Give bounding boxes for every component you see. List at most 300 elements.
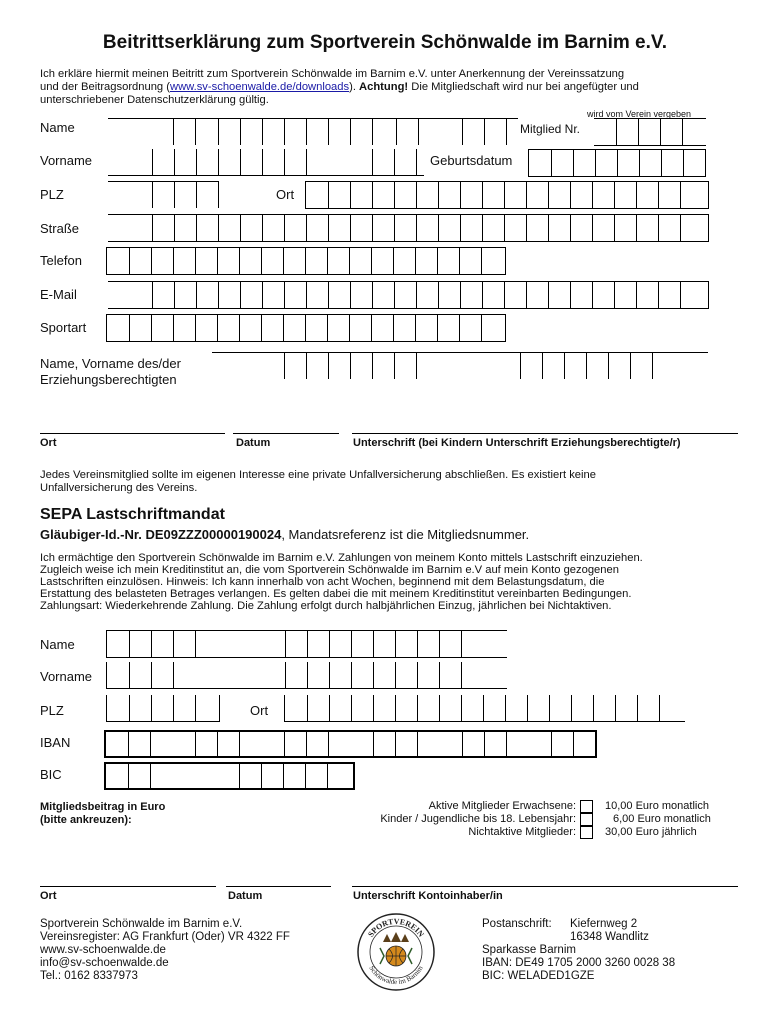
field-cell-divider bbox=[283, 248, 284, 274]
field-cell-divider bbox=[129, 695, 130, 721]
guardian-label-1: Name, Vorname des/der bbox=[40, 356, 181, 371]
field-cell-divider bbox=[630, 353, 631, 379]
field-cell-divider bbox=[196, 282, 197, 308]
field-cell-divider bbox=[240, 149, 241, 175]
bank-name: Sparkasse Barnim bbox=[482, 944, 576, 956]
field-cell-divider bbox=[608, 353, 609, 379]
page-title: Beitrittserklärung zum Sportverein Schönwalde im Barnim e.V. bbox=[102, 32, 668, 53]
field-cell-divider bbox=[520, 353, 521, 379]
fee-option-price: 10,00 Euro monatlich bbox=[605, 800, 709, 812]
sepa-heading: SEPA Lastschriftmandat bbox=[40, 506, 225, 523]
field-cell-divider bbox=[195, 119, 196, 145]
field-cell-divider bbox=[416, 182, 417, 208]
field-cell-divider bbox=[461, 662, 462, 688]
field-cell-divider bbox=[461, 695, 462, 721]
fee-active-checkbox[interactable] bbox=[580, 800, 593, 813]
field-cell-divider bbox=[174, 149, 175, 175]
field-cell-divider bbox=[417, 695, 418, 721]
field-cell-divider bbox=[638, 119, 639, 145]
sepa-name-field[interactable] bbox=[106, 630, 507, 658]
fees-heading-1: Mitgliedsbeitrag in Euro bbox=[40, 801, 166, 813]
field-cell-divider bbox=[592, 182, 593, 208]
field-cell-divider bbox=[195, 248, 196, 274]
field-cell-divider bbox=[636, 215, 637, 241]
field-cell-divider bbox=[152, 182, 153, 208]
field-cell-divider bbox=[152, 149, 153, 175]
field-cell-divider bbox=[564, 353, 565, 379]
field-cell-divider bbox=[416, 149, 417, 175]
field-cell-divider bbox=[327, 315, 328, 341]
field-cell-divider bbox=[174, 182, 175, 208]
field-cell-divider bbox=[285, 662, 286, 688]
sport-label: Sportart bbox=[40, 320, 87, 335]
field-cell-divider bbox=[460, 182, 461, 208]
field-cell-divider bbox=[483, 695, 484, 721]
field-cell-divider bbox=[261, 248, 262, 274]
field-cell-divider bbox=[504, 182, 505, 208]
postal-line-1: Kiefernweg 2 bbox=[570, 918, 638, 930]
intro-line-1: Ich erkläre hiermit meinen Beitritt zum Sportverein Schönwalde im Barnim e.V. unter Anerkennung der Vereinssatzung bbox=[40, 68, 625, 80]
field-cell-divider bbox=[586, 353, 587, 379]
field-cell-divider bbox=[128, 764, 129, 788]
sepa-text-3: Lastschriften einzulösen. Hinweis: Ich kann innerhalb von acht Wochen, beginnend mit dem Belastungsdatum, die bbox=[40, 576, 605, 588]
sepa-firstname-label: Vorname bbox=[40, 669, 93, 684]
field-cell-divider bbox=[283, 315, 284, 341]
field-cell-divider bbox=[284, 119, 285, 145]
field-cell-divider bbox=[416, 215, 417, 241]
field-cell-divider bbox=[542, 353, 543, 379]
field-cell-divider bbox=[372, 282, 373, 308]
svg-text:Schönwalde im Barnim bbox=[367, 964, 424, 986]
field-cell-divider bbox=[614, 282, 615, 308]
intro-text: Die Mitgliedschaft wird nur bei angefügter und bbox=[408, 81, 639, 93]
field-cell-divider bbox=[195, 732, 196, 756]
field-cell-divider bbox=[394, 149, 395, 175]
date-line[interactable] bbox=[233, 433, 339, 434]
field-cell-divider bbox=[151, 695, 152, 721]
fee-option-price: 30,00 Euro jährlich bbox=[605, 826, 697, 838]
field-cell-divider bbox=[460, 215, 461, 241]
sport-field[interactable] bbox=[106, 314, 506, 342]
field-cell-divider bbox=[418, 119, 419, 145]
field-cell-divider bbox=[284, 282, 285, 308]
field-cell-divider bbox=[593, 695, 594, 721]
field-cell-divider bbox=[373, 695, 374, 721]
field-cell-divider bbox=[307, 662, 308, 688]
city-label: Ort bbox=[276, 187, 295, 202]
field-cell-divider bbox=[394, 182, 395, 208]
intro-text: und der Beitragsordnung ( bbox=[40, 81, 170, 93]
bank-bic: BIC: WELADED1GZE bbox=[482, 970, 595, 982]
field-cell-divider bbox=[217, 732, 218, 756]
field-cell-divider bbox=[652, 353, 653, 379]
fee-option-label: Aktive Mitglieder Erwachsene: bbox=[428, 800, 576, 812]
sepa-zip-field[interactable] bbox=[106, 695, 220, 722]
postal-label: Postanschrift: bbox=[482, 918, 552, 930]
field-cell-divider bbox=[571, 695, 572, 721]
sepa-city-label: Ort bbox=[250, 703, 269, 718]
footer-email: info@sv-schoenwalde.de bbox=[40, 957, 169, 969]
phone-label: Telefon bbox=[40, 253, 82, 268]
footer-website: www.sv-schoenwalde.de bbox=[40, 944, 166, 956]
field-cell-divider bbox=[437, 315, 438, 341]
field-cell-divider bbox=[484, 119, 485, 145]
field-cell-divider bbox=[261, 764, 262, 788]
fee-youth-checkbox[interactable] bbox=[580, 813, 593, 826]
name-label: Name bbox=[40, 120, 75, 135]
field-cell-divider bbox=[173, 631, 174, 657]
field-cell-divider bbox=[218, 149, 219, 175]
field-cell-divider bbox=[417, 631, 418, 657]
field-cell-divider bbox=[417, 732, 418, 756]
field-cell-divider bbox=[660, 119, 661, 145]
field-cell-divider bbox=[151, 315, 152, 341]
sepa-text-1: Ich ermächtige den Sportverein Schönwalde im Barnim e.V. Zahlungen von meinem Konto mittels Lastschrift einzuziehen. bbox=[40, 552, 643, 564]
field-cell-divider bbox=[262, 282, 263, 308]
field-cell-divider bbox=[283, 764, 284, 788]
creditor-id bbox=[40, 527, 529, 542]
fee-option-label: Kinder / Jugendliche bis 18. Lebensjahr: bbox=[380, 813, 576, 825]
field-cell-divider bbox=[350, 353, 351, 379]
field-cell-divider bbox=[173, 315, 174, 341]
sepa-name-label: Name bbox=[40, 637, 75, 652]
field-cell-divider bbox=[328, 215, 329, 241]
field-cell-divider bbox=[351, 631, 352, 657]
field-cell-divider bbox=[262, 215, 263, 241]
field-cell-divider bbox=[526, 182, 527, 208]
field-cell-divider bbox=[415, 248, 416, 274]
field-cell-divider bbox=[239, 248, 240, 274]
field-cell-divider bbox=[129, 662, 130, 688]
field-cell-divider bbox=[174, 215, 175, 241]
footer-phone: Tel.: 0162 8337973 bbox=[40, 970, 138, 982]
field-cell-divider bbox=[394, 282, 395, 308]
seal-bottom-text: Schönwalde im Barnim bbox=[367, 964, 425, 987]
creditor-id-bold: Gläubiger-Id.-Nr. DE09ZZZ00000190024 bbox=[40, 527, 282, 542]
birthdate-field[interactable] bbox=[528, 149, 706, 177]
field-cell-divider bbox=[328, 353, 329, 379]
field-cell-divider bbox=[482, 215, 483, 241]
field-cell-divider bbox=[592, 215, 593, 241]
field-cell-divider bbox=[372, 119, 373, 145]
field-cell-divider bbox=[551, 150, 552, 176]
phone-field[interactable] bbox=[106, 247, 506, 275]
field-cell-divider bbox=[306, 353, 307, 379]
field-cell-divider bbox=[195, 695, 196, 721]
field-cell-divider bbox=[461, 631, 462, 657]
field-cell-divider bbox=[438, 182, 439, 208]
field-cell-divider bbox=[285, 631, 286, 657]
zip-label: PLZ bbox=[40, 187, 64, 202]
field-cell-divider bbox=[196, 182, 197, 208]
field-cell-divider bbox=[240, 282, 241, 308]
field-cell-divider bbox=[284, 215, 285, 241]
field-cell-divider bbox=[506, 732, 507, 756]
field-cell-divider bbox=[439, 695, 440, 721]
sepa-text-2: Zugleich weise ich mein Kreditinstitut an, die vom Sportverein Schönwalde im Barnim e.V auf mein Konto gezogenen bbox=[40, 564, 619, 576]
field-cell-divider bbox=[239, 732, 240, 756]
signature-line[interactable] bbox=[352, 433, 738, 434]
field-cell-divider bbox=[616, 119, 617, 145]
sepa-firstname-field[interactable] bbox=[106, 662, 507, 689]
field-cell-divider bbox=[329, 662, 330, 688]
field-cell-divider bbox=[349, 248, 350, 274]
field-cell-divider bbox=[482, 182, 483, 208]
field-cell-divider bbox=[549, 695, 550, 721]
field-cell-divider bbox=[306, 119, 307, 145]
field-cell-divider bbox=[416, 282, 417, 308]
sepa-date-line[interactable] bbox=[226, 886, 331, 887]
field-cell-divider bbox=[682, 119, 683, 145]
insurance-line-1: Jedes Vereinsmitglied sollte im eigenen Interesse eine private Unfallversicherung abschließen. Es existiert keine bbox=[40, 469, 596, 481]
field-cell-divider bbox=[173, 248, 174, 274]
field-cell-divider bbox=[636, 182, 637, 208]
field-cell-divider bbox=[129, 315, 130, 341]
field-cell-divider bbox=[173, 662, 174, 688]
field-cell-divider bbox=[658, 215, 659, 241]
field-cell-divider bbox=[526, 282, 527, 308]
sepa-text-4: Erstattung des belasteten Betrages verlangen. Es gelten dabei die mit meinem Kreditinstitut vereinbarten Bedingungen. bbox=[40, 588, 632, 600]
field-cell-divider bbox=[305, 248, 306, 274]
field-cell-divider bbox=[570, 282, 571, 308]
field-cell-divider bbox=[394, 353, 395, 379]
postal-line-2: 16348 Wandlitz bbox=[570, 931, 649, 943]
field-cell-divider bbox=[307, 695, 308, 721]
field-cell-divider bbox=[373, 732, 374, 756]
field-cell-divider bbox=[262, 119, 263, 145]
field-cell-divider bbox=[351, 662, 352, 688]
field-cell-divider bbox=[371, 315, 372, 341]
sepa-city-field[interactable] bbox=[284, 695, 685, 722]
guardian-label-2: Erziehungsberechtigten bbox=[40, 372, 177, 387]
field-cell-divider bbox=[617, 150, 618, 176]
field-cell-divider bbox=[196, 215, 197, 241]
field-cell-divider bbox=[284, 353, 285, 379]
field-cell-divider bbox=[659, 695, 660, 721]
field-cell-divider bbox=[395, 732, 396, 756]
field-cell-divider bbox=[152, 282, 153, 308]
sepa-iban-label: IBAN bbox=[40, 735, 71, 750]
field-cell-divider bbox=[350, 119, 351, 145]
field-cell-divider bbox=[262, 149, 263, 175]
sepa-signature-line[interactable] bbox=[352, 886, 738, 887]
field-cell-divider bbox=[614, 182, 615, 208]
field-cell-divider bbox=[306, 149, 307, 175]
field-cell-divider bbox=[394, 215, 395, 241]
field-cell-divider bbox=[595, 150, 596, 176]
field-cell-divider bbox=[372, 149, 373, 175]
member-no-label: Mitglied Nr. bbox=[520, 122, 581, 136]
email-field[interactable] bbox=[108, 281, 709, 309]
field-cell-divider bbox=[415, 315, 416, 341]
field-cell-divider bbox=[173, 695, 174, 721]
field-cell-divider bbox=[548, 182, 549, 208]
field-cell-divider bbox=[637, 695, 638, 721]
guardian-field[interactable] bbox=[212, 352, 708, 379]
field-cell-divider bbox=[680, 182, 681, 208]
iban-field[interactable] bbox=[104, 730, 597, 758]
field-cell-divider bbox=[592, 282, 593, 308]
field-cell-divider bbox=[439, 662, 440, 688]
field-cell-divider bbox=[261, 315, 262, 341]
street-label: Straße bbox=[40, 221, 80, 236]
field-cell-divider bbox=[195, 315, 196, 341]
bic-field[interactable] bbox=[104, 762, 355, 790]
field-cell-divider bbox=[639, 150, 640, 176]
field-cell-divider bbox=[373, 631, 374, 657]
field-cell-divider bbox=[150, 764, 151, 788]
field-cell-divider bbox=[680, 215, 681, 241]
field-cell-divider bbox=[551, 732, 552, 756]
field-cell-divider bbox=[196, 149, 197, 175]
city-field[interactable] bbox=[305, 181, 709, 209]
field-cell-divider bbox=[239, 764, 240, 788]
sepa-place-line[interactable] bbox=[40, 886, 216, 887]
field-cell-divider bbox=[240, 215, 241, 241]
field-cell-divider bbox=[504, 215, 505, 241]
field-cell-divider bbox=[372, 353, 373, 379]
field-cell-divider bbox=[306, 215, 307, 241]
field-cell-divider bbox=[129, 631, 130, 657]
field-cell-divider bbox=[327, 764, 328, 788]
field-cell-divider bbox=[217, 248, 218, 274]
field-cell-divider bbox=[683, 150, 684, 176]
field-cell-divider bbox=[395, 631, 396, 657]
place-caption: Ort bbox=[40, 437, 57, 449]
field-cell-divider bbox=[437, 248, 438, 274]
field-cell-divider bbox=[570, 215, 571, 241]
field-cell-divider bbox=[393, 315, 394, 341]
field-cell-divider bbox=[329, 695, 330, 721]
field-cell-divider bbox=[151, 631, 152, 657]
signature-caption: Unterschrift (bei Kindern Unterschrift Erziehungsberechtigte/r) bbox=[353, 437, 681, 449]
sepa-text-5: Zahlungsart: Wiederkehrende Zahlung. Die Zahlung erfolgt durch halbjährlichen Einzug, jährlichen bei Nichtaktiven. bbox=[40, 600, 612, 612]
field-cell-divider bbox=[481, 248, 482, 274]
field-cell-divider bbox=[151, 248, 152, 274]
field-cell-divider bbox=[218, 215, 219, 241]
field-cell-divider bbox=[328, 732, 329, 756]
fee-inactive-checkbox[interactable] bbox=[580, 826, 593, 839]
fees-heading-2: (bitte ankreuzen): bbox=[40, 814, 132, 826]
field-cell-divider bbox=[438, 282, 439, 308]
field-cell-divider bbox=[284, 732, 285, 756]
field-cell-divider bbox=[372, 215, 373, 241]
field-cell-divider bbox=[152, 215, 153, 241]
field-cell-divider bbox=[460, 282, 461, 308]
zip-field[interactable] bbox=[108, 181, 219, 208]
field-cell-divider bbox=[129, 248, 130, 274]
field-cell-divider bbox=[284, 149, 285, 175]
sepa-place-caption: Ort bbox=[40, 890, 57, 902]
name-field[interactable] bbox=[108, 118, 518, 145]
seal-top-text: SPORTVEREIN bbox=[366, 916, 426, 939]
fee-option-label: Nichtaktive Mitglieder: bbox=[468, 826, 576, 838]
field-cell-divider bbox=[481, 315, 482, 341]
field-cell-divider bbox=[459, 248, 460, 274]
field-cell-divider bbox=[329, 631, 330, 657]
field-cell-divider bbox=[570, 182, 571, 208]
field-cell-divider bbox=[240, 119, 241, 145]
field-cell-divider bbox=[373, 662, 374, 688]
field-cell-divider bbox=[195, 631, 196, 657]
bank-iban: IBAN: DE49 1705 2000 3260 0028 38 bbox=[482, 957, 676, 969]
field-cell-divider bbox=[306, 732, 307, 756]
intro-line-2 bbox=[40, 81, 639, 93]
field-cell-divider bbox=[482, 282, 483, 308]
field-cell-divider bbox=[327, 248, 328, 274]
field-cell-divider bbox=[174, 282, 175, 308]
firstname-field[interactable] bbox=[108, 149, 424, 176]
field-cell-divider bbox=[306, 282, 307, 308]
footer-club-name: Sportverein Schönwalde im Barnim e.V. bbox=[40, 918, 243, 930]
field-cell-divider bbox=[393, 248, 394, 274]
field-cell-divider bbox=[658, 182, 659, 208]
field-cell-divider bbox=[395, 662, 396, 688]
sepa-date-caption: Datum bbox=[228, 890, 263, 902]
field-cell-divider bbox=[128, 732, 129, 756]
field-cell-divider bbox=[416, 353, 417, 379]
field-cell-divider bbox=[527, 695, 528, 721]
place-line[interactable] bbox=[40, 433, 225, 434]
field-cell-divider bbox=[173, 119, 174, 145]
downloads-link[interactable]: www.sv-schoenwalde.de/downloads bbox=[169, 81, 350, 93]
field-cell-divider bbox=[350, 282, 351, 308]
assigned-note: wird vom Verein vergeben bbox=[587, 109, 692, 119]
field-cell-divider bbox=[350, 182, 351, 208]
field-cell-divider bbox=[217, 315, 218, 341]
member-no-field[interactable] bbox=[594, 118, 706, 146]
field-cell-divider bbox=[328, 182, 329, 208]
field-cell-divider bbox=[328, 119, 329, 145]
field-cell-divider bbox=[438, 215, 439, 241]
email-label: E-Mail bbox=[40, 287, 77, 302]
field-cell-divider bbox=[307, 631, 308, 657]
street-field[interactable] bbox=[108, 214, 709, 242]
intro-text: ). bbox=[349, 81, 360, 93]
sepa-zip-label: PLZ bbox=[40, 703, 64, 718]
field-cell-divider bbox=[615, 695, 616, 721]
field-cell-divider bbox=[372, 182, 373, 208]
field-cell-divider bbox=[371, 248, 372, 274]
field-cell-divider bbox=[218, 119, 219, 145]
field-cell-divider bbox=[239, 315, 240, 341]
field-cell-divider bbox=[504, 282, 505, 308]
intro-line-3: unterschriebener Datenschutzerklärung gültig. bbox=[40, 94, 269, 106]
field-cell-divider bbox=[349, 315, 350, 341]
field-cell-divider bbox=[395, 695, 396, 721]
birthdate-label: Geburtsdatum bbox=[430, 153, 513, 168]
field-cell-divider bbox=[417, 662, 418, 688]
field-cell-divider bbox=[505, 695, 506, 721]
sepa-bic-label: BIC bbox=[40, 767, 62, 782]
date-caption: Datum bbox=[236, 437, 271, 449]
field-cell-divider bbox=[328, 282, 329, 308]
creditor-id-rest: , Mandatsreferenz ist die Mitgliedsnummer. bbox=[281, 527, 530, 542]
footer-register: Vereinsregister: AG Frankfurt (Oder) VR 4322 FF bbox=[40, 931, 290, 943]
field-cell-divider bbox=[484, 732, 485, 756]
field-cell-divider bbox=[680, 282, 681, 308]
field-cell-divider bbox=[506, 119, 507, 145]
firstname-label: Vorname bbox=[40, 153, 93, 168]
field-cell-divider bbox=[573, 150, 574, 176]
field-cell-divider bbox=[305, 315, 306, 341]
field-cell-divider bbox=[439, 631, 440, 657]
field-cell-divider bbox=[661, 150, 662, 176]
field-cell-divider bbox=[350, 215, 351, 241]
field-cell-divider bbox=[462, 119, 463, 145]
field-cell-divider bbox=[462, 732, 463, 756]
field-cell-divider bbox=[573, 732, 574, 756]
